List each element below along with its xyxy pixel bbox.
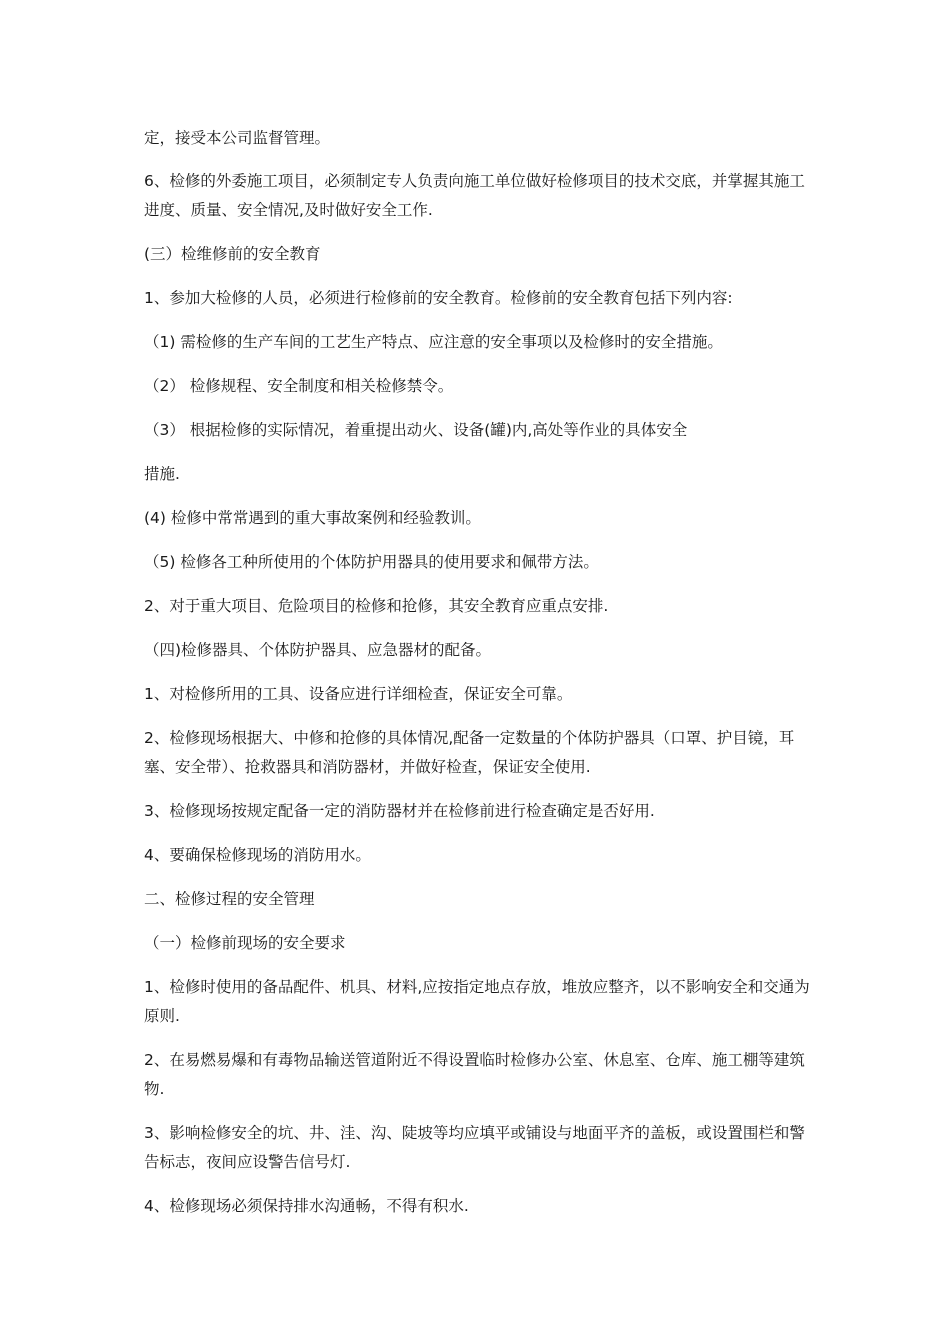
paragraph-19: 1、检修时使用的备品配件、机具、材料,应按指定地点存放，堆放应整齐，以不影响安全和交通为原则. [144, 978, 810, 1025]
section-heading-4: （四)检修器具、个体防护器具、应急器材的配备。 [144, 641, 492, 659]
list-item-1: （1) 需检修的生产车间的工艺生产特点、应注意的安全事项以及检修时的安全措施。 [144, 333, 723, 351]
paragraph-13: 1、对检修所用的工具、设备应进行详细检查，保证安全可靠。 [144, 685, 573, 703]
section-heading-2-1: （一）检修前现场的安全要求 [144, 934, 346, 952]
paragraph-22: 4、检修现场必须保持排水沟通畅，不得有积水. [144, 1197, 469, 1215]
paragraph-2: 6、检修的外委施工项目，必须制定专人负责向施工单位做好检修项目的技术交底，并掌握其施工进度、质量、安全情况,及时做好安全工作. [144, 172, 805, 219]
paragraph-15: 3、检修现场按规定配备一定的消防器材并在检修前进行检查确定是否好用. [144, 802, 655, 820]
list-item-2: （2） 检修规程、安全制度和相关检修禁令。 [144, 377, 454, 395]
chapter-heading-2: 二、检修过程的安全管理 [144, 890, 315, 908]
section-heading-3: (三）检维修前的安全教育 [144, 245, 321, 263]
paragraph-4: 1、参加大检修的人员，必须进行检修前的安全教育。检修前的安全教育包括下列内容: [144, 289, 733, 307]
paragraph-11: 2、对于重大项目、危险项目的检修和抢修，其安全教育应重点安排. [144, 597, 609, 615]
paragraph-1: 定，接受本公司监督管理。 [144, 129, 331, 147]
paragraph-16: 4、要确保检修现场的消防用水。 [144, 846, 371, 864]
list-item-4: (4) 检修中常常遇到的重大事故案例和经验教训。 [144, 509, 481, 527]
paragraph-21: 3、影响检修安全的坑、井、洼、沟、陡坡等均应填平或铺设与地面平齐的盖板，或设置围栏和警告标志，夜间应设警告信号灯. [144, 1124, 805, 1171]
paragraph-14: 2、检修现场根据大、中修和抢修的具体情况,配备一定数量的个体防护器具（口罩、护目镜，耳塞、安全带）、抢救器具和消防器材，并做好检查，保证安全使用. [144, 729, 795, 776]
paragraph-20: 2、在易燃易爆和有毒物品输送管道附近不得设置临时检修办公室、休息室、仓库、施工棚等建筑物. [144, 1051, 805, 1098]
list-item-3-continued: 措施. [144, 465, 180, 483]
list-item-3: （3） 根据检修的实际情况，着重提出动火、设备(罐)内,高处等作业的具体安全 [144, 421, 688, 439]
list-item-5: （5) 检修各工种所使用的个体防护用器具的使用要求和佩带方法。 [144, 553, 599, 571]
